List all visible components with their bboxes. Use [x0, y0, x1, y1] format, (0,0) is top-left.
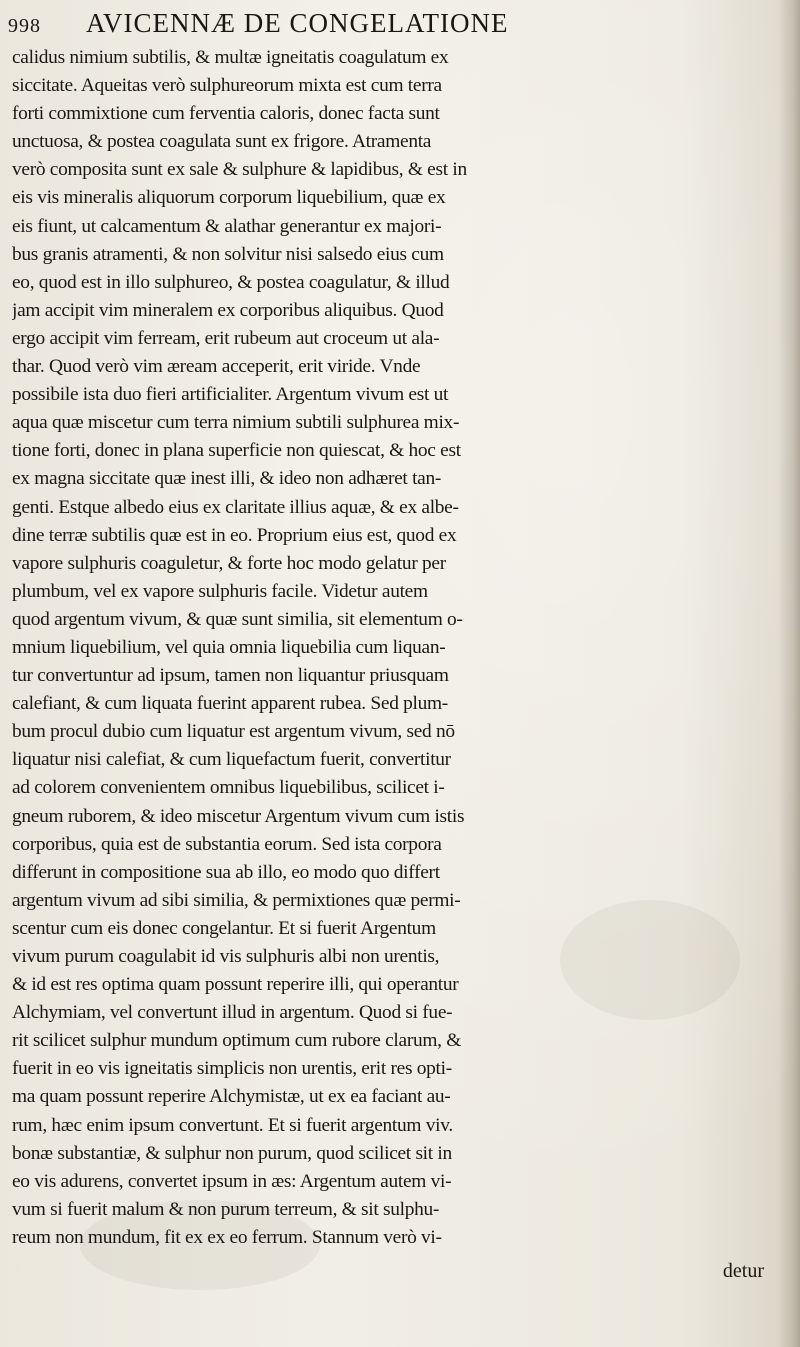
text-line: tione forti, donec in plana superficie non quiescat, & hoc est — [12, 440, 461, 462]
text-line: corporibus, quia est de substantia eorum. Sed ista corpora — [12, 833, 442, 855]
text-line: bum procul dubio cum liquatur est argentum vivum, sed nō — [12, 721, 455, 743]
text-line: plumbum, vel ex vapore sulphuris facile. Videtur autem — [12, 580, 428, 602]
text-line: fuerit in eo vis igneitatis simplicis non urentis, erit res opti- — [12, 1058, 452, 1080]
text-line: liquatur nisi calefiat, & cum liquefactum fuerit, convertitur — [12, 749, 451, 771]
text-line: verò composita sunt ex sale & sulphure & lapidibus, & est in — [12, 159, 467, 181]
text-line: reum non mundum, fit ex ex eo ferrum. Stannum verò vi- — [12, 1226, 442, 1248]
text-line: bus granis atramenti, & non solvitur nisi salsedo eius cum — [12, 243, 444, 265]
text-line: rum, hæc enim ipsum convertunt. Et si fuerit argentum viv. — [12, 1114, 453, 1136]
text-line: jam accipit vim mineralem ex corporibus aliquibus. Quod — [12, 299, 444, 321]
page-number: 998 — [8, 15, 41, 37]
text-line: gneum ruborem, & ideo miscetur Argentum vivum cum istis — [12, 805, 465, 827]
text-line: siccitate. Aqueitas verò sulphureorum mixta est cum terra — [12, 75, 442, 97]
running-head — [8, 6, 768, 40]
text-line: bonæ substantiæ, & sulphur non purum, quod scilicet sit in — [12, 1142, 452, 1164]
text-line: scentur cum eis donec congelantur. Et si fuerit Argentum — [12, 917, 436, 939]
text-line: eis vis mineralis aliquorum corporum liquebilium, quæ ex — [12, 187, 446, 209]
text-line: ad colorem convenientem omnibus liquebilibus, scilicet i- — [12, 777, 445, 799]
text-line: mnium liquebilium, vel quia omnia liquebilia cum liquan- — [12, 636, 446, 658]
text-line: unctuosa, & postea coagulata sunt ex frigore. Atramenta — [12, 131, 432, 153]
running-title: AVICENNÆ DE CONGELATIONE — [86, 8, 509, 38]
text-line: vapore sulphuris coaguletur, & forte hoc modo gelatur per — [12, 552, 446, 574]
text-line: eo, quod est in illo sulphureo, & postea coagulatur, & illud — [12, 271, 450, 293]
text-line: ergo accipit vim ferream, erit rubeum aut croceum ut ala- — [12, 327, 440, 349]
text-line: argentum vivum ad sibi similia, & permixtiones quæ permi- — [12, 889, 461, 911]
text-line: calefiant, & cum liquata fuerint apparent rubea. Sed plum- — [12, 693, 448, 715]
text-line: differunt in compositione sua ab illo, eo modo quo differt — [12, 861, 440, 883]
text-line: vivum purum coagulabit id vis sulphuris albi non urentis, — [12, 946, 440, 967]
text-line: genti. Estque albedo eius ex claritate illius aquæ, & ex albe- — [12, 496, 459, 518]
text-line: calidus nimium subtilis, & multæ igneitatis coagulatum ex — [12, 47, 449, 68]
text-line: thar. Quod verò vim æream acceperit, erit viride. Vnde — [12, 356, 421, 378]
body-text — [12, 44, 782, 1252]
text-line: eis fiunt, ut calcamentum & alathar generantur ex majori- — [12, 215, 442, 237]
text-line: dine terræ subtilis quæ est in eo. Proprium eius est, quod ex — [12, 524, 457, 546]
text-line: rit scilicet sulphur mundum optimum cum rubore clarum, & — [12, 1030, 462, 1052]
text-line: tur convertuntur ad ipsum, tamen non liquantur priusquam — [12, 665, 449, 687]
text-line: ex magna siccitate quæ inest illi, & ideo non adhæret tan- — [12, 468, 442, 490]
text-line: forti commixtione cum ferventia caloris, donec facta sunt — [12, 103, 440, 125]
text-line: eo vis adurens, convertet ipsum in æs: Argentum autem vi- — [12, 1170, 452, 1192]
text-line: quod argentum vivum, & quæ sunt similia, sit elementum o- — [12, 608, 463, 630]
text-line: possibile ista duo fieri artificialiter. Argentum vivum est ut — [12, 384, 449, 406]
text-line: aqua quæ miscetur cum terra nimium subtili sulphurea mix- — [12, 412, 460, 434]
text-line: vum si fuerit malum & non purum terreum, & sit sulphu- — [12, 1198, 440, 1220]
text-line: & id est res optima quam possunt reperire illi, qui operantur — [12, 974, 459, 996]
catchword: detur — [722, 1260, 764, 1282]
text-line: Alchymiam, vel convertunt illud in argentum. Quod si fue- — [12, 1002, 453, 1024]
text-line: ma quam possunt reperire Alchymistæ, ut ex ea faciant au- — [12, 1086, 451, 1108]
